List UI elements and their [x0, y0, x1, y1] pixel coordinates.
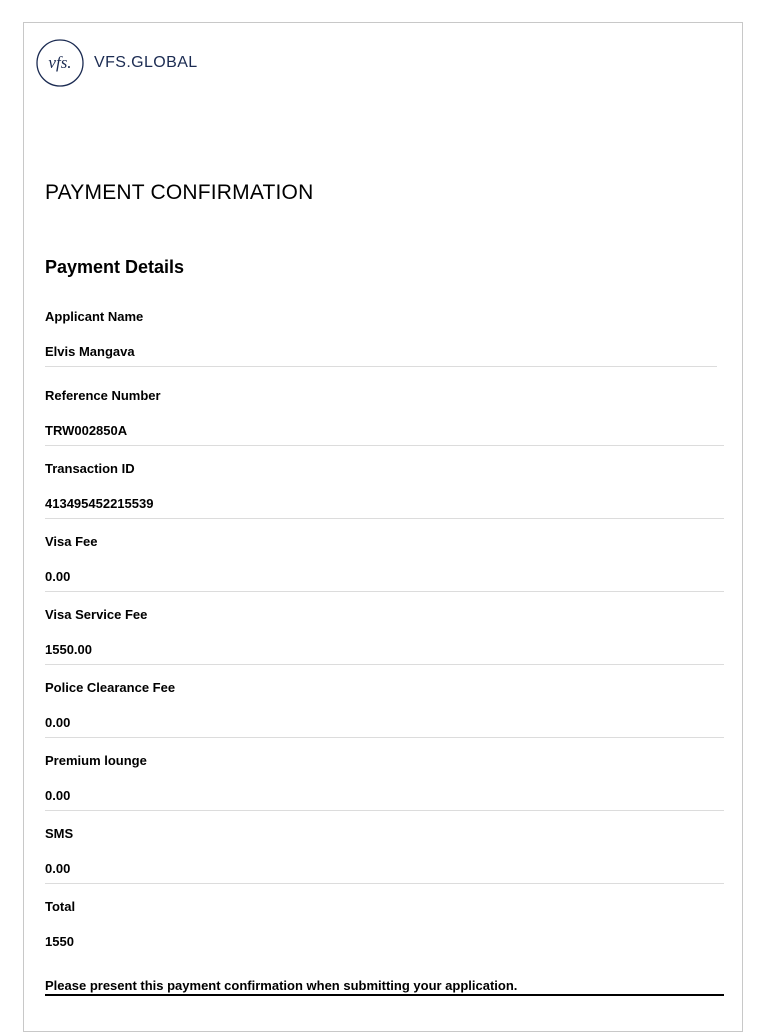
field-label: Police Clearance Fee [45, 680, 176, 695]
section-title: Payment Details [45, 257, 185, 277]
field-label: Total [45, 899, 76, 914]
field-label: Premium lounge [45, 753, 147, 768]
vfs-emblem-icon [35, 38, 85, 88]
divider [45, 883, 724, 884]
divider [45, 518, 724, 519]
divider [45, 591, 724, 592]
logo-mark-text: vfs. [48, 53, 72, 72]
divider [45, 810, 724, 811]
field-value: 0.00 [45, 715, 71, 730]
field-value: Elvis Mangava [45, 344, 135, 359]
divider [45, 664, 724, 665]
divider [45, 737, 724, 738]
footer-divider [45, 994, 724, 996]
vfs-global-logo [35, 37, 198, 89]
field-value: 0.00 [45, 788, 71, 803]
field-value: 413495452215539 [45, 496, 154, 511]
field-value: 1550.00 [45, 642, 92, 657]
field-value: TRW002850A [45, 423, 128, 438]
divider [45, 366, 717, 367]
footer-note: Please present this payment confirmation when submitting your application. [45, 978, 518, 993]
divider [45, 445, 724, 446]
document-page [23, 22, 743, 1032]
field-label: Visa Fee [45, 534, 98, 549]
field-label: Reference Number [45, 388, 161, 403]
field-label: Transaction ID [45, 461, 135, 476]
page-title: PAYMENT CONFIRMATION [45, 181, 314, 204]
field-value: 0.00 [45, 861, 71, 876]
field-value: 1550 [45, 934, 74, 949]
field-value: 0.00 [45, 569, 71, 584]
field-label: Visa Service Fee [45, 607, 148, 622]
brand-name: VFS.GLOBAL [94, 54, 198, 71]
field-label: Applicant Name [45, 309, 144, 324]
field-label: SMS [45, 826, 74, 841]
